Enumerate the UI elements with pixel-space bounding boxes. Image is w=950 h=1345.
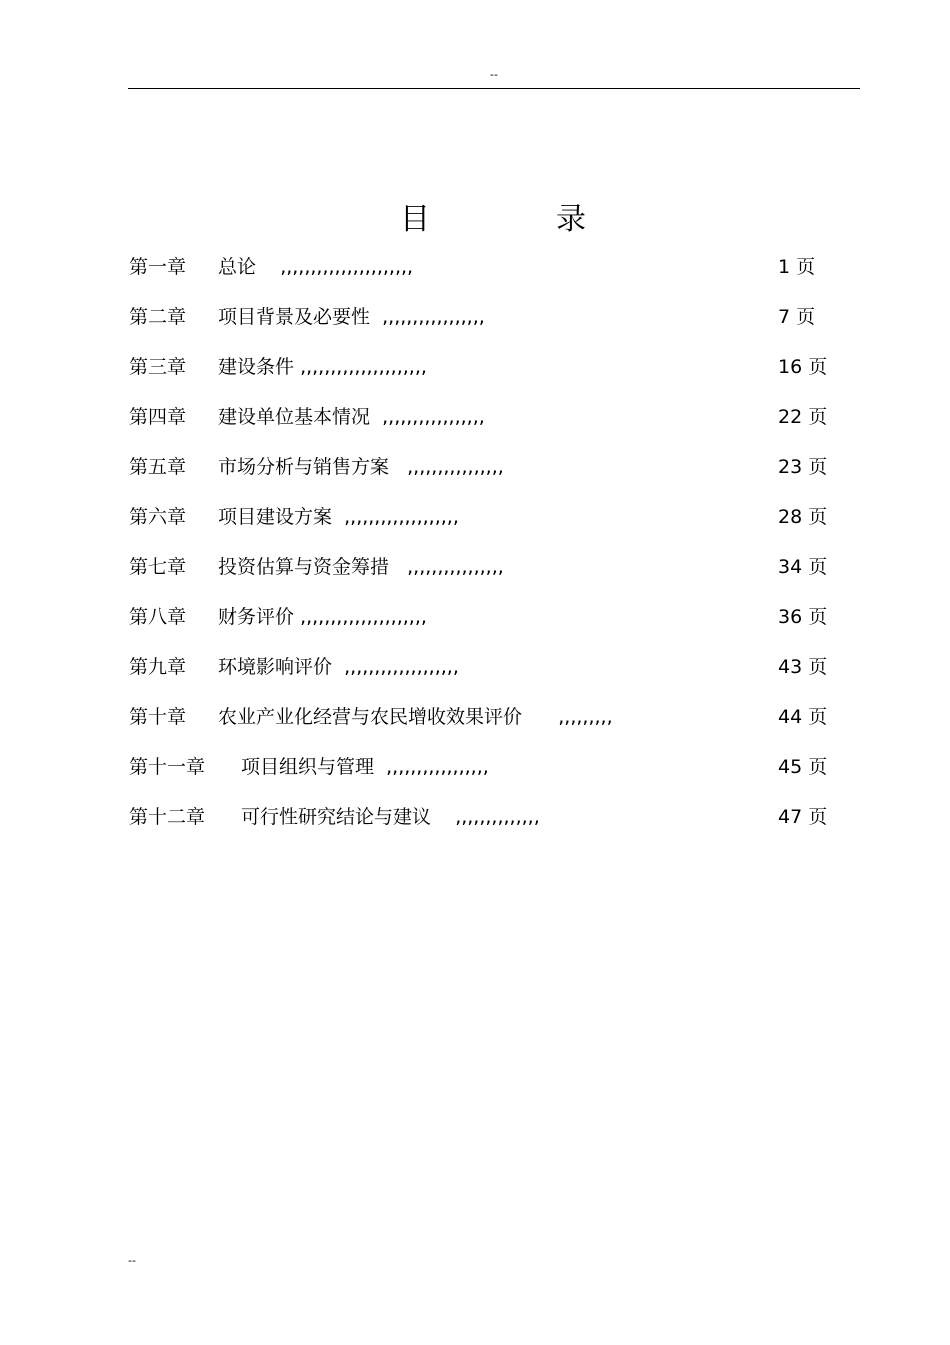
toc-page-number: 22 页 (778, 406, 828, 428)
toc-page-number: 16 页 (778, 356, 828, 378)
page-footer-mark: -- (128, 1254, 136, 1267)
toc-entry-10[interactable] (129, 700, 849, 750)
toc-entry-4[interactable] (129, 400, 849, 450)
toc-page-number: 7 页 (778, 306, 816, 328)
toc-leader-dots: ,,,,,,,,,,,,,, (455, 806, 540, 828)
toc-page-number: 45 页 (778, 756, 828, 778)
toc-chapter-number: 第二章 (129, 306, 187, 328)
toc-chapter-title: 环境影响评价 (218, 656, 333, 678)
toc-leader-dots: ,,,,,,,,,,,,,,,, (407, 556, 504, 578)
toc-page-number: 34 页 (778, 556, 828, 578)
toc-page-number: 44 页 (778, 706, 828, 728)
toc-page-number: 23 页 (778, 456, 828, 478)
toc-chapter-number: 第八章 (129, 606, 187, 628)
toc-leader-dots: ,,,,,,,,,,,,,,,,,,,,,, (280, 256, 414, 278)
toc-title (0, 198, 950, 242)
toc-leader-dots: ,,,,,,,,,,,,,,,,,,,,, (300, 606, 427, 628)
toc-chapter-title: 投资估算与资金筹措 (218, 556, 390, 578)
toc-entry-5[interactable] (129, 450, 849, 500)
toc-entry-11[interactable] (129, 750, 849, 800)
toc-chapter-title: 项目背景及必要性 (218, 306, 371, 328)
toc-chapter-number: 第四章 (129, 406, 187, 428)
toc-page-number: 28 页 (778, 506, 828, 528)
toc-chapter-number: 第六章 (129, 506, 187, 528)
toc-chapter-title: 市场分析与销售方案 (218, 456, 390, 478)
toc-chapter-title: 农业产业化经营与农民增收效果评价 (218, 706, 523, 728)
page-header-mark: -- (490, 68, 498, 81)
toc-chapter-number: 第九章 (129, 656, 187, 678)
toc-chapter-title: 总论 (218, 256, 257, 278)
toc-list (129, 250, 849, 850)
toc-entry-8[interactable] (129, 600, 849, 650)
toc-chapter-number: 第五章 (129, 456, 187, 478)
toc-entry-1[interactable] (129, 250, 849, 300)
toc-leader-dots: ,,,,,,,,,,,,,,,,, (386, 756, 489, 778)
toc-page-number: 47 页 (778, 806, 828, 828)
toc-leader-dots: ,,,,,,,,,,,,,,,,,,, (344, 656, 459, 678)
toc-entry-9[interactable] (129, 650, 849, 700)
toc-title-char-2: 录 (556, 202, 586, 237)
toc-chapter-number: 第七章 (129, 556, 187, 578)
toc-chapter-number: 第三章 (129, 356, 187, 378)
toc-leader-dots: ,,,,,,,,,,,,,,,,, (382, 306, 485, 328)
toc-leader-dots: ,,,,,,,,, (558, 706, 613, 728)
toc-entry-2[interactable] (129, 300, 849, 350)
header-rule (128, 88, 860, 89)
toc-leader-dots: ,,,,,,,,,,,,,,,,,,,,, (300, 356, 427, 378)
toc-chapter-number: 第一章 (129, 256, 187, 278)
toc-entry-12[interactable] (129, 800, 849, 850)
toc-chapter-title: 建设单位基本情况 (218, 406, 371, 428)
toc-entry-3[interactable] (129, 350, 849, 400)
toc-chapter-number: 第十章 (129, 706, 187, 728)
toc-chapter-title: 建设条件 (218, 356, 295, 378)
toc-title-char-1: 目 (400, 202, 430, 237)
toc-leader-dots: ,,,,,,,,,,,,,,,, (407, 456, 504, 478)
toc-leader-dots: ,,,,,,,,,,,,,,,,,,, (344, 506, 459, 528)
toc-chapter-title: 可行性研究结论与建议 (241, 806, 432, 828)
toc-page-number: 43 页 (778, 656, 828, 678)
toc-page-number: 1 页 (778, 256, 816, 278)
toc-page-number: 36 页 (778, 606, 828, 628)
toc-chapter-title: 项目组织与管理 (241, 756, 375, 778)
toc-leader-dots: ,,,,,,,,,,,,,,,,, (382, 406, 485, 428)
toc-chapter-title: 财务评价 (218, 606, 295, 628)
toc-chapter-title: 项目建设方案 (218, 506, 333, 528)
toc-entry-7[interactable] (129, 550, 849, 600)
toc-chapter-number: 第十二章 (129, 806, 206, 828)
toc-chapter-number: 第十一章 (129, 756, 206, 778)
toc-entry-6[interactable] (129, 500, 849, 550)
